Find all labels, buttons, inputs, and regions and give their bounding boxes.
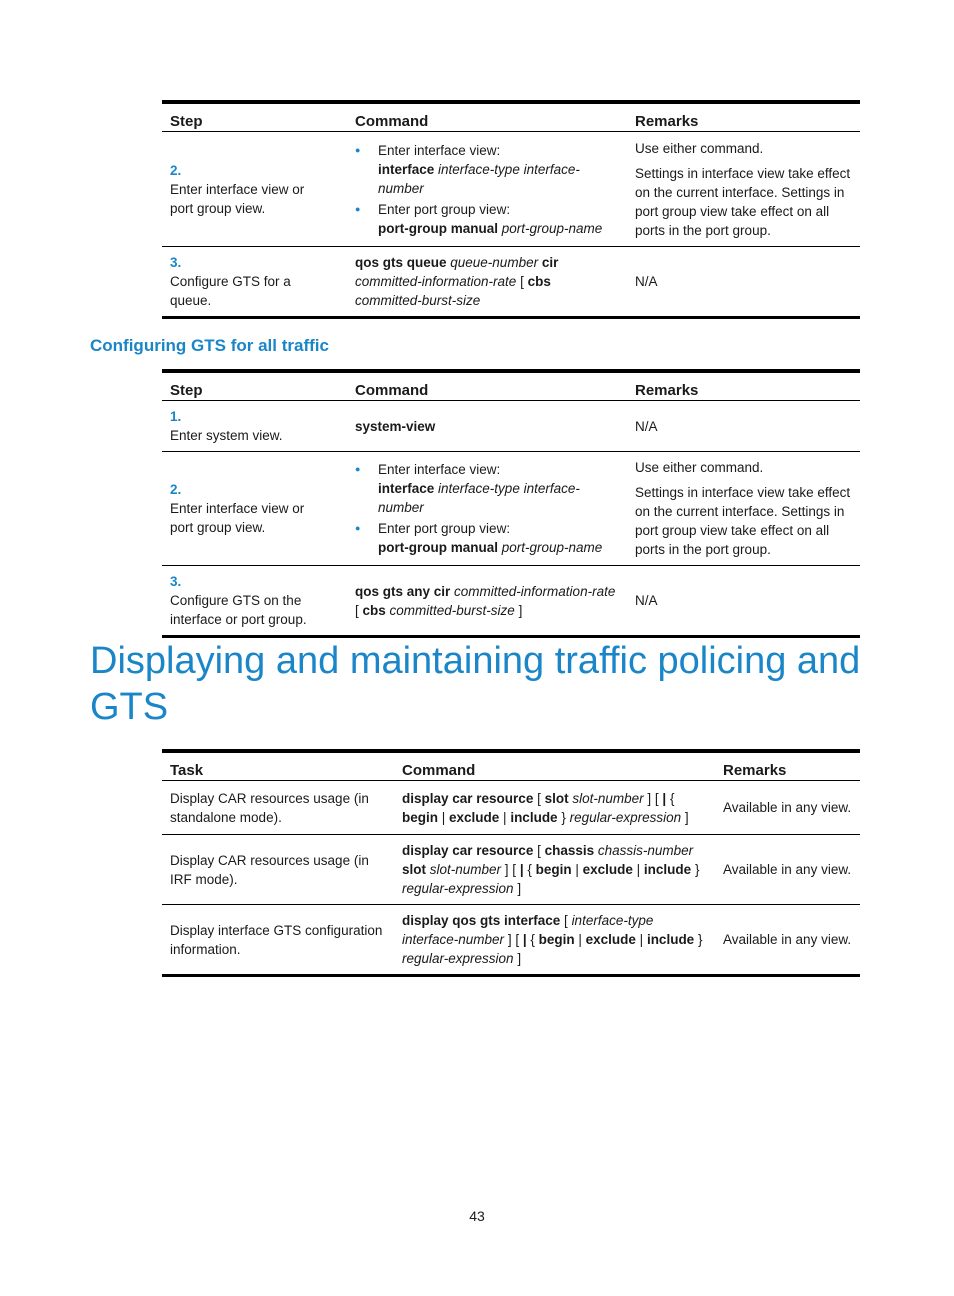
command-keyword: cbs <box>527 274 551 289</box>
command-argument: chassis-number <box>594 843 694 858</box>
header-remarks: Remarks <box>635 113 699 130</box>
command-keyword: begin <box>535 862 572 877</box>
command-cell <box>347 247 627 318</box>
command-argument: regular-expression <box>402 881 514 896</box>
remarks-cell <box>627 401 860 452</box>
header-task: Task <box>170 762 204 779</box>
step-cell <box>162 401 347 452</box>
remarks-cell: Available in any view. <box>723 800 852 815</box>
command-keyword: port-group manual <box>378 220 498 236</box>
command-argument: committed-burst-size <box>385 602 515 618</box>
command-punctuation: [ <box>533 843 545 858</box>
step-cell <box>162 132 347 247</box>
command-argument: queue-number <box>446 255 542 270</box>
command-argument: port-group-name <box>498 540 603 555</box>
table-row <box>162 781 860 835</box>
remarks-cell <box>627 247 860 318</box>
remark-text: N/A <box>635 274 658 289</box>
step-cell <box>162 452 347 566</box>
list-item <box>355 519 619 557</box>
page-title: Displaying and maintaining traffic policing and GTS <box>90 640 861 728</box>
command-cell: system-view <box>355 418 436 434</box>
command-punctuation: | <box>635 932 647 947</box>
remark-text: Use either command. <box>635 460 764 475</box>
task-cell: Display interface GTS configuration information. <box>170 922 383 957</box>
command-punctuation: ] <box>513 951 522 966</box>
command-punctuation: ] <box>513 881 522 896</box>
command-cell <box>347 452 627 566</box>
remark-text: N/A <box>635 593 658 608</box>
command-keyword: slot <box>402 862 427 877</box>
command-cell <box>394 905 715 976</box>
header-command: Command <box>355 113 429 130</box>
command-argument: interface-type interface-number <box>378 161 580 196</box>
table-gts-queue <box>162 100 860 319</box>
bullet-label: Enter interface view: <box>378 462 501 477</box>
remarks-cell: Available in any view. <box>723 932 852 947</box>
remarks-cell: Available in any view. <box>723 862 852 877</box>
header-command: Command <box>355 382 429 399</box>
command-punctuation: ] [ <box>501 862 520 877</box>
table-header-row <box>162 102 860 132</box>
command-bracket: [ <box>355 602 363 618</box>
header-command: Command <box>402 762 476 779</box>
command-punctuation: ] <box>681 809 689 825</box>
table-header-row <box>162 751 860 781</box>
step-text: Enter interface view or port group view. <box>170 501 305 535</box>
table-display-commands <box>162 749 860 977</box>
task-cell: Display CAR resources usage (in IRF mode). <box>170 852 369 887</box>
command-keyword: include <box>510 809 558 825</box>
step-text: Configure GTS on the interface or port group. <box>170 593 307 627</box>
step-cell <box>162 247 347 318</box>
command-punctuation: } <box>694 932 703 947</box>
command-punctuation: | <box>571 862 583 877</box>
remark-text: N/A <box>635 418 658 434</box>
table-row <box>162 452 860 566</box>
table-row <box>162 835 860 905</box>
remark-text: Use either command. <box>635 140 764 156</box>
command-keyword: qos gts queue <box>355 255 447 270</box>
remarks-cell <box>627 452 860 566</box>
command-argument: interface-type interface-number <box>402 913 654 947</box>
command-keyword: begin <box>538 932 575 947</box>
command-punctuation: | <box>438 809 450 825</box>
remark-text: Settings in interface view take effect on the current interface. Settings in port group view take effect on all ports in the port group. <box>635 485 851 557</box>
task-cell: Display CAR resources usage (in standalone mode). <box>170 790 369 825</box>
command-argument: interface-type interface-number <box>378 481 580 515</box>
command-keyword: display qos gts interface <box>402 913 561 928</box>
remarks-cell <box>627 132 860 247</box>
command-punctuation: ] [ <box>643 790 663 806</box>
step-number: 1. <box>170 409 182 424</box>
step-number: 2. <box>170 162 182 178</box>
table-row <box>162 905 860 976</box>
command-punctuation: | <box>574 932 586 947</box>
command-keyword: interface <box>378 161 435 177</box>
table-header-row <box>162 371 860 401</box>
command-bracket: ] <box>514 602 523 618</box>
command-keyword: begin <box>402 809 438 825</box>
command-punctuation: { <box>523 862 536 877</box>
command-argument: port-group-name <box>498 220 603 236</box>
command-keyword: port-group manual <box>378 540 498 555</box>
header-step: Step <box>170 113 203 130</box>
command-punctuation: } <box>691 862 700 877</box>
command-punctuation: { <box>526 932 539 947</box>
remarks-cell <box>627 566 860 637</box>
table-row <box>162 566 860 637</box>
command-keyword: display car resource <box>402 790 534 806</box>
bullet-label: Enter interface view: <box>378 142 501 158</box>
command-keyword: | <box>522 932 527 947</box>
command-argument: committed-information-rate <box>355 274 517 289</box>
step-number: 2. <box>170 482 182 497</box>
remark-text: Settings in interface view take effect on the current interface. Settings in port group view take effect on all ports in the port group. <box>635 165 851 238</box>
command-argument: slot-number <box>426 862 502 877</box>
bullet-label: Enter port group view: <box>378 201 511 217</box>
command-keyword: chassis <box>544 843 595 858</box>
command-bracket: [ <box>516 274 528 289</box>
header-remarks: Remarks <box>635 382 699 399</box>
table-row <box>162 401 860 452</box>
command-punctuation: { <box>666 790 675 806</box>
step-text: Enter interface view or port group view. <box>170 181 305 216</box>
step-number: 3. <box>170 255 182 270</box>
command-keyword: display car resource <box>402 843 534 858</box>
list-item <box>355 460 619 517</box>
command-argument: regular-expression <box>569 809 682 825</box>
list-item <box>355 141 619 198</box>
table-gts-all-traffic <box>162 369 860 638</box>
step-cell <box>162 566 347 637</box>
command-keyword: include <box>643 862 692 877</box>
list-item <box>355 200 619 238</box>
command-punctuation: | <box>632 862 644 877</box>
header-step: Step <box>170 382 203 399</box>
command-cell <box>394 781 715 835</box>
section-heading: Configuring GTS for all traffic <box>90 336 329 355</box>
bullet-label: Enter port group view: <box>378 521 511 536</box>
table-row <box>162 132 860 247</box>
command-keyword: slot <box>544 790 569 806</box>
command-punctuation: [ <box>533 790 545 806</box>
command-punctuation: | <box>499 809 511 825</box>
step-text: Enter system view. <box>170 428 283 443</box>
command-keyword: exclude <box>449 809 500 825</box>
table-row <box>162 247 860 318</box>
command-keyword: include <box>646 932 695 947</box>
command-punctuation: ] [ <box>504 932 523 947</box>
header-remarks: Remarks <box>723 762 787 779</box>
command-keyword: exclude <box>582 862 633 877</box>
command-cell <box>347 566 627 637</box>
command-keyword: interface <box>378 481 435 496</box>
step-text: Configure GTS for a queue. <box>170 274 291 308</box>
command-punctuation: [ <box>560 913 572 928</box>
command-argument: committed-burst-size <box>355 293 481 308</box>
command-punctuation: } <box>557 809 570 825</box>
command-cell <box>347 132 627 247</box>
command-argument: committed-information-rate <box>450 583 616 599</box>
command-keyword: | <box>662 790 667 806</box>
command-argument: slot-number <box>568 790 644 806</box>
command-keyword: cir <box>541 255 559 270</box>
command-keyword: | <box>519 862 524 877</box>
page-number: 43 <box>469 1208 485 1224</box>
step-number: 3. <box>170 574 182 589</box>
command-argument: regular-expression <box>402 951 514 966</box>
command-keyword: exclude <box>585 932 636 947</box>
command-keyword: cbs <box>362 602 386 618</box>
command-cell <box>394 835 715 905</box>
command-keyword: qos gts any cir <box>355 583 451 599</box>
